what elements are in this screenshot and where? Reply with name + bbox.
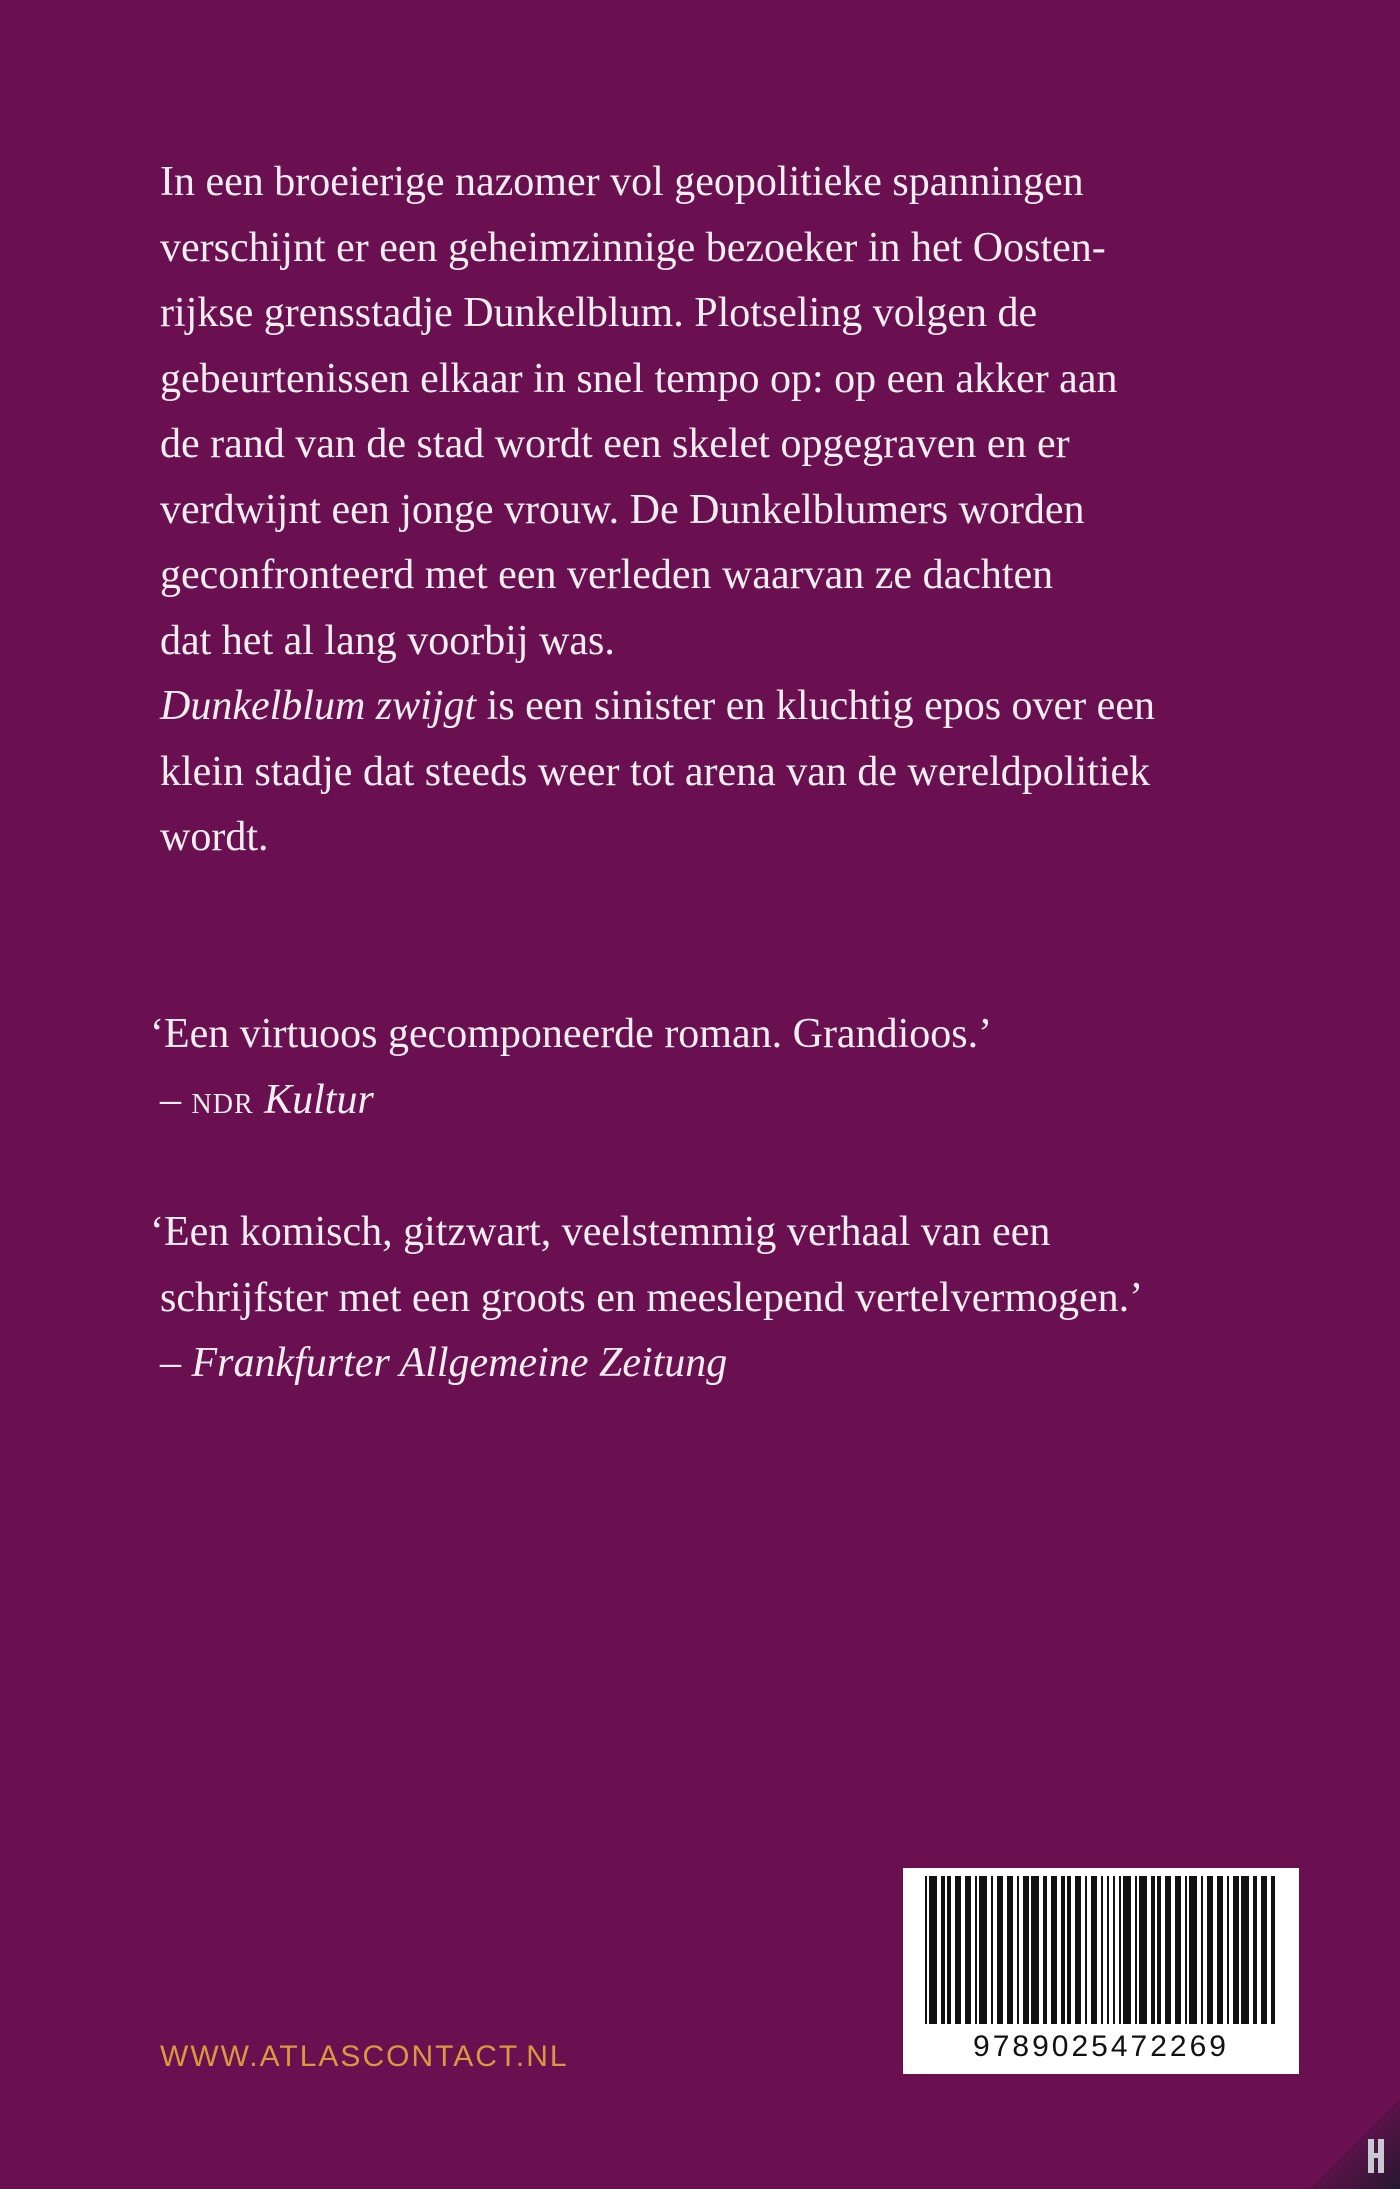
barcode-bar	[1189, 1876, 1197, 2024]
barcode-bar	[1135, 1876, 1137, 2024]
publisher-website: WWW.ATLASCONTACT.NL	[160, 2040, 569, 2073]
barcode-bar	[1043, 1876, 1047, 2024]
barcode-bar	[1139, 1876, 1147, 2024]
barcode-bar	[975, 1876, 977, 2024]
barcode-bar	[1253, 1876, 1257, 2024]
attribution-source-abbrev: NDR	[191, 1088, 254, 1120]
barcode-bar	[1119, 1876, 1121, 2024]
barcode-bar	[925, 1876, 927, 2024]
barcode-bar	[1157, 1876, 1161, 2024]
review-quote-faz	[150, 1200, 1350, 1397]
blurb-line: dat het al lang voorbij was.	[160, 617, 615, 664]
blurb-line-rest: is een sinister en kluchtig epos over een	[476, 683, 1155, 729]
barcode-bar	[991, 1876, 993, 2024]
blurb-line: verdwijnt een jonge vrouw. De Dunkelblumers worden	[160, 486, 1085, 533]
barcode-bar	[965, 1876, 971, 2024]
barcode-bar	[1061, 1876, 1065, 2024]
blurb-line: wordt.	[160, 814, 269, 860]
blurb-line: rijkse grensstadje Dunkelblum. Plotseling volgen de	[160, 290, 1038, 336]
blurb-line	[160, 674, 1300, 740]
isbn-number: 9789025472269	[973, 2030, 1229, 2063]
quote-attribution: – Frankfurter Allgemeine Zeitung	[160, 1340, 728, 1386]
barcode-bar	[1023, 1876, 1029, 2024]
barcode-bar	[947, 1876, 951, 2024]
barcode-bar	[1075, 1876, 1081, 2024]
barcode-bar	[1165, 1876, 1171, 2024]
barcode-bar	[1051, 1876, 1057, 2024]
blurb-line: verschijnt er een geheimzinnige bezoeker in het Oosten-	[160, 224, 1106, 271]
barcode-bar	[1175, 1876, 1181, 2024]
barcode-bar	[1241, 1876, 1249, 2024]
barcode-bar	[941, 1876, 945, 2024]
barcode-bar	[1227, 1876, 1229, 2024]
blurb-line: klein stadje dat steeds weer tot arena van de wereldpolitiek	[160, 748, 1151, 795]
book-title: Dunkelblum zwijgt	[160, 683, 477, 729]
barcode-bar	[1091, 1876, 1097, 2024]
barcode-bar	[1101, 1876, 1103, 2024]
barcode-bar	[1185, 1876, 1187, 2024]
barcode-bar	[979, 1876, 987, 2024]
blurb-line: geconfronteerd met een verleden waarvan ze dachten	[160, 552, 1054, 598]
barcode-bar	[1085, 1876, 1087, 2024]
barcode-bar	[1201, 1876, 1203, 2024]
quote-attribution	[150, 1068, 1350, 1138]
barcode-bar	[1007, 1876, 1013, 2024]
isbn-barcode	[903, 1868, 1299, 2074]
barcode-bar	[955, 1876, 961, 2024]
quote-text-line: ‘Een komisch, gitzwart, veelstemmig verhaal van een	[150, 1209, 1051, 1255]
corner-logo-icon	[1310, 2099, 1400, 2189]
blurb-line: In een broeierige nazomer vol geopolitieke spanningen	[160, 159, 1084, 205]
barcode-bar	[1207, 1876, 1213, 2024]
barcode-bar	[1031, 1876, 1039, 2024]
attribution-source-rest: Kultur	[253, 1076, 374, 1123]
barcode-bar	[1113, 1876, 1115, 2024]
barcode-bar	[1233, 1876, 1239, 2024]
barcode-bar	[1261, 1876, 1267, 2024]
barcode-bar	[1151, 1876, 1155, 2024]
quote-text-line: schrijfster met een groots en meeslepend vertelvermogen.’	[160, 1274, 1144, 1321]
barcode-bar	[929, 1876, 937, 2024]
blurb-line: gebeurtenissen elkaar in snel tempo op: op een akker aan	[160, 355, 1118, 402]
barcode-bar	[1271, 1876, 1275, 2024]
attribution-dash: –	[160, 1076, 192, 1123]
review-quote-ndr	[150, 1002, 1350, 1137]
barcode-bar	[1217, 1876, 1223, 2024]
barcode-bars	[903, 1868, 1299, 2028]
barcode-bar	[1107, 1876, 1109, 2024]
barcode-bar	[1017, 1876, 1019, 2024]
blurb-text	[160, 150, 1300, 871]
barcode-bar	[997, 1876, 1003, 2024]
quote-text: ‘Een virtuoos gecomponeerde roman. Grandioos.’	[150, 1011, 993, 1057]
blurb-line: de rand van de stad wordt een skelet opgegraven en er	[160, 421, 1070, 467]
barcode-bar	[1123, 1876, 1131, 2024]
barcode-bar	[1067, 1876, 1071, 2024]
